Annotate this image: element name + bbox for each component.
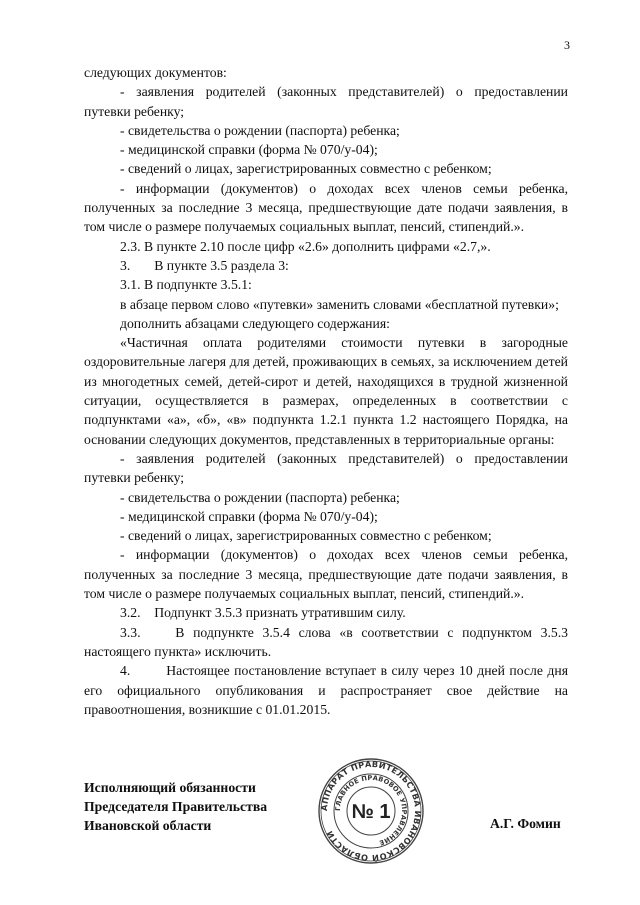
paragraph: 2.3. В пункте 2.10 после цифр «2.6» дополнить цифрами «2.7,». — [120, 238, 491, 254]
paragraph: - информации (документов) о доходах всех членов семьи ребенка, полученных за последние 3 месяца, предшествующие дате подачи заявления, в том числе о размере получаемых социальных выплат, пенсий, стипендий.». — [84, 547, 568, 602]
page-number: 3 — [564, 38, 570, 52]
paragraph: - заявления родителей (законных представителей) о предоставлении путевки ребенку; — [84, 84, 568, 119]
document-body — [84, 63, 568, 719]
paragraph: - сведений о лицах, зарегистрированных совместно с ребенком; — [120, 528, 492, 544]
paragraph: - свидетельства о рождении (паспорта) ребенка; — [120, 122, 400, 138]
paragraph: следующих документов: — [84, 65, 227, 80]
paragraph: в абзаце первом слово «путевки» заменить словами «бесплатной путевки»; — [120, 296, 559, 312]
official-seal — [316, 756, 426, 866]
paragraph: 3.3. В подпункте 3.5.4 слова «в соответствии с подпунктом 3.5.3 настоящего пункта» исключить. — [84, 624, 568, 659]
paragraph: 3.2. Подпункт 3.5.3 признать утратившим силу. — [120, 605, 406, 621]
signatory-position-line-3: Ивановской области — [84, 818, 212, 833]
paragraph: - медицинской справки (форма № 070/у-04); — [120, 142, 378, 158]
paragraph: дополнить абзацами следующего содержания: — [120, 315, 390, 331]
paragraph: «Частичная оплата родителями стоимости путевки в загородные оздоровительные лагеря для детей, проживающих в семьях, за исключением детей из многодетных семей, детей-сирот и детей, находящихся в трудной жизненной ситуации, осуществляется в размерах, определенных в соответствии с подпунктами «а», «б», «в» подпункта 1.2.1 пункта 1.2 настоящего Порядка, на основании следующих документов, представленных в территориальные органы: — [84, 335, 568, 447]
seal-inner-text: ГЛАВНОЕ ПРАВОВОЕ УПРАВЛЕНИЕ — [333, 773, 409, 847]
signatory-position-line-2: Председателя Правительства — [84, 799, 268, 814]
seal-center-number: № 1 — [351, 801, 391, 823]
paragraph: - заявления родителей (законных представителей) о предоставлении путевки ребенку; — [84, 450, 568, 486]
paragraph: - сведений о лицах, зарегистрированных совместно с ребенком; — [120, 161, 492, 177]
paragraph: 3.1. В подпункте 3.5.1: — [120, 277, 252, 293]
signatory-position-line-1: Исполняющий обязанности — [84, 780, 256, 795]
signatory-position — [84, 778, 267, 835]
seal-outer-text: АППАРАТ ПРАВИТЕЛЬСТВА ИВАНОВСКОЙ ОБЛАСТИ — [318, 758, 424, 864]
paragraph: - свидетельства о рождении (паспорта) ребенка; — [120, 489, 400, 505]
paragraph: - информации (документов) о доходах всех членов семьи ребенка, полученных за последние 3 месяца, предшествующие дате подачи заявления, в том числе о размере получаемых социальных выплат, пенсий, стипендий.». — [84, 180, 568, 235]
signatory-name: А.Г. Фомин — [490, 816, 561, 831]
paragraph: - медицинской справки (форма № 070/у-04); — [120, 508, 378, 524]
paragraph: 3. В пункте 3.5 раздела 3: — [120, 257, 289, 273]
paragraph: 4. Настоящее постановление вступает в силу через 10 дней после дня его официального опубликования и распространяет свое действие на правоотношения, возникшие с 01.01.2015. — [84, 663, 568, 717]
